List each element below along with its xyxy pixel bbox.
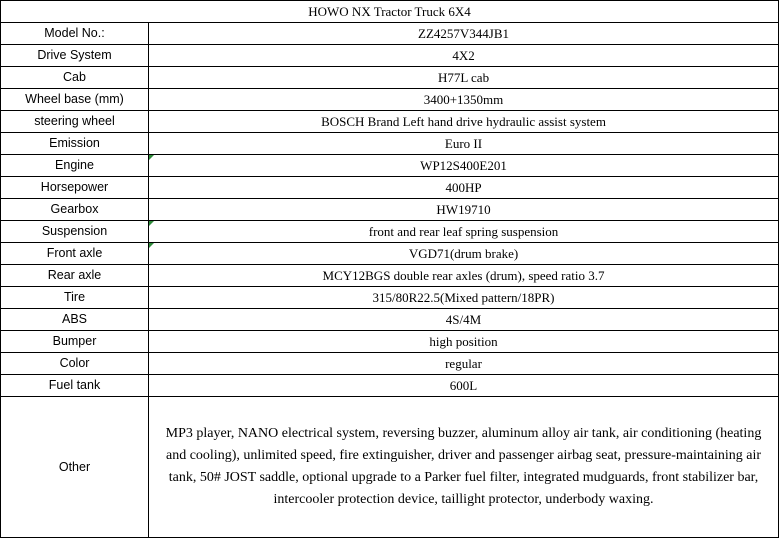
row-value-abs: 4S/4M xyxy=(149,309,779,331)
row-value-steering-wheel: BOSCH Brand Left hand drive hydraulic assist system xyxy=(149,111,779,133)
row-value-suspension: front and rear leaf spring suspension xyxy=(149,221,779,243)
row-label-cab: Cab xyxy=(1,67,149,89)
row-label-tire: Tire xyxy=(1,287,149,309)
row-value-model-no: ZZ4257V344JB1 xyxy=(149,23,779,45)
row-value-gearbox: HW19710 xyxy=(149,199,779,221)
row-label-drive-system: Drive System xyxy=(1,45,149,67)
table-row xyxy=(1,353,779,375)
row-value-drive-system: 4X2 xyxy=(149,45,779,67)
row-value-emission: Euro II xyxy=(149,133,779,155)
row-value-rear-axle: MCY12BGS double rear axles (drum), speed ratio 3.7 xyxy=(149,265,779,287)
table-row xyxy=(1,111,779,133)
table-row xyxy=(1,45,779,67)
row-label-model-no: Model No.: xyxy=(1,23,149,45)
row-value-horsepower: 400HP xyxy=(149,177,779,199)
row-value-front-axle: VGD71(drum brake) xyxy=(149,243,779,265)
table-row xyxy=(1,309,779,331)
row-label-rear-axle: Rear axle xyxy=(1,265,149,287)
row-value-engine: WP12S400E201 xyxy=(149,155,779,177)
table-row xyxy=(1,133,779,155)
row-value-bumper: high position xyxy=(149,331,779,353)
table-title: HOWO NX Tractor Truck 6X4 xyxy=(1,1,779,23)
row-label-gearbox: Gearbox xyxy=(1,199,149,221)
row-label-wheel-base: Wheel base (mm) xyxy=(1,89,149,111)
table-row xyxy=(1,23,779,45)
row-label-horsepower: Horsepower xyxy=(1,177,149,199)
row-label-emission: Emission xyxy=(1,133,149,155)
row-value-fuel-tank: 600L xyxy=(149,375,779,397)
row-value-wheel-base: 3400+1350mm xyxy=(149,89,779,111)
row-label-bumper: Bumper xyxy=(1,331,149,353)
table-title-row xyxy=(1,1,779,23)
row-label-engine: Engine xyxy=(1,155,149,177)
table-row xyxy=(1,265,779,287)
table-row xyxy=(1,199,779,221)
table-row xyxy=(1,287,779,309)
table-row xyxy=(1,177,779,199)
table-row xyxy=(1,89,779,111)
table-row xyxy=(1,221,779,243)
row-value-color: regular xyxy=(149,353,779,375)
row-label-color: Color xyxy=(1,353,149,375)
table-row xyxy=(1,67,779,89)
row-value-tire: 315/80R22.5(Mixed pattern/18PR) xyxy=(149,287,779,309)
table-row xyxy=(1,375,779,397)
row-value-other: MP3 player, NANO electrical system, reversing buzzer, aluminum alloy air tank, air conditioning (heating and cooling), unlimited speed, fire extinguisher, driver and passenger airbag seat, pressure-maintaining air tank, 50# JOST saddle, optional upgrade to a Parker fuel filter, integrated mudguards, front stabilizer bar, intercooler protection device, taillight protector, underbody waxing. xyxy=(149,397,779,538)
row-value-cab: H77L cab xyxy=(149,67,779,89)
row-label-abs: ABS xyxy=(1,309,149,331)
table-row xyxy=(1,397,779,538)
row-label-steering-wheel: steering wheel xyxy=(1,111,149,133)
table-row xyxy=(1,331,779,353)
row-label-suspension: Suspension xyxy=(1,221,149,243)
row-label-fuel-tank: Fuel tank xyxy=(1,375,149,397)
row-label-other: Other xyxy=(1,397,149,538)
table-row xyxy=(1,243,779,265)
table-row xyxy=(1,155,779,177)
row-label-front-axle: Front axle xyxy=(1,243,149,265)
